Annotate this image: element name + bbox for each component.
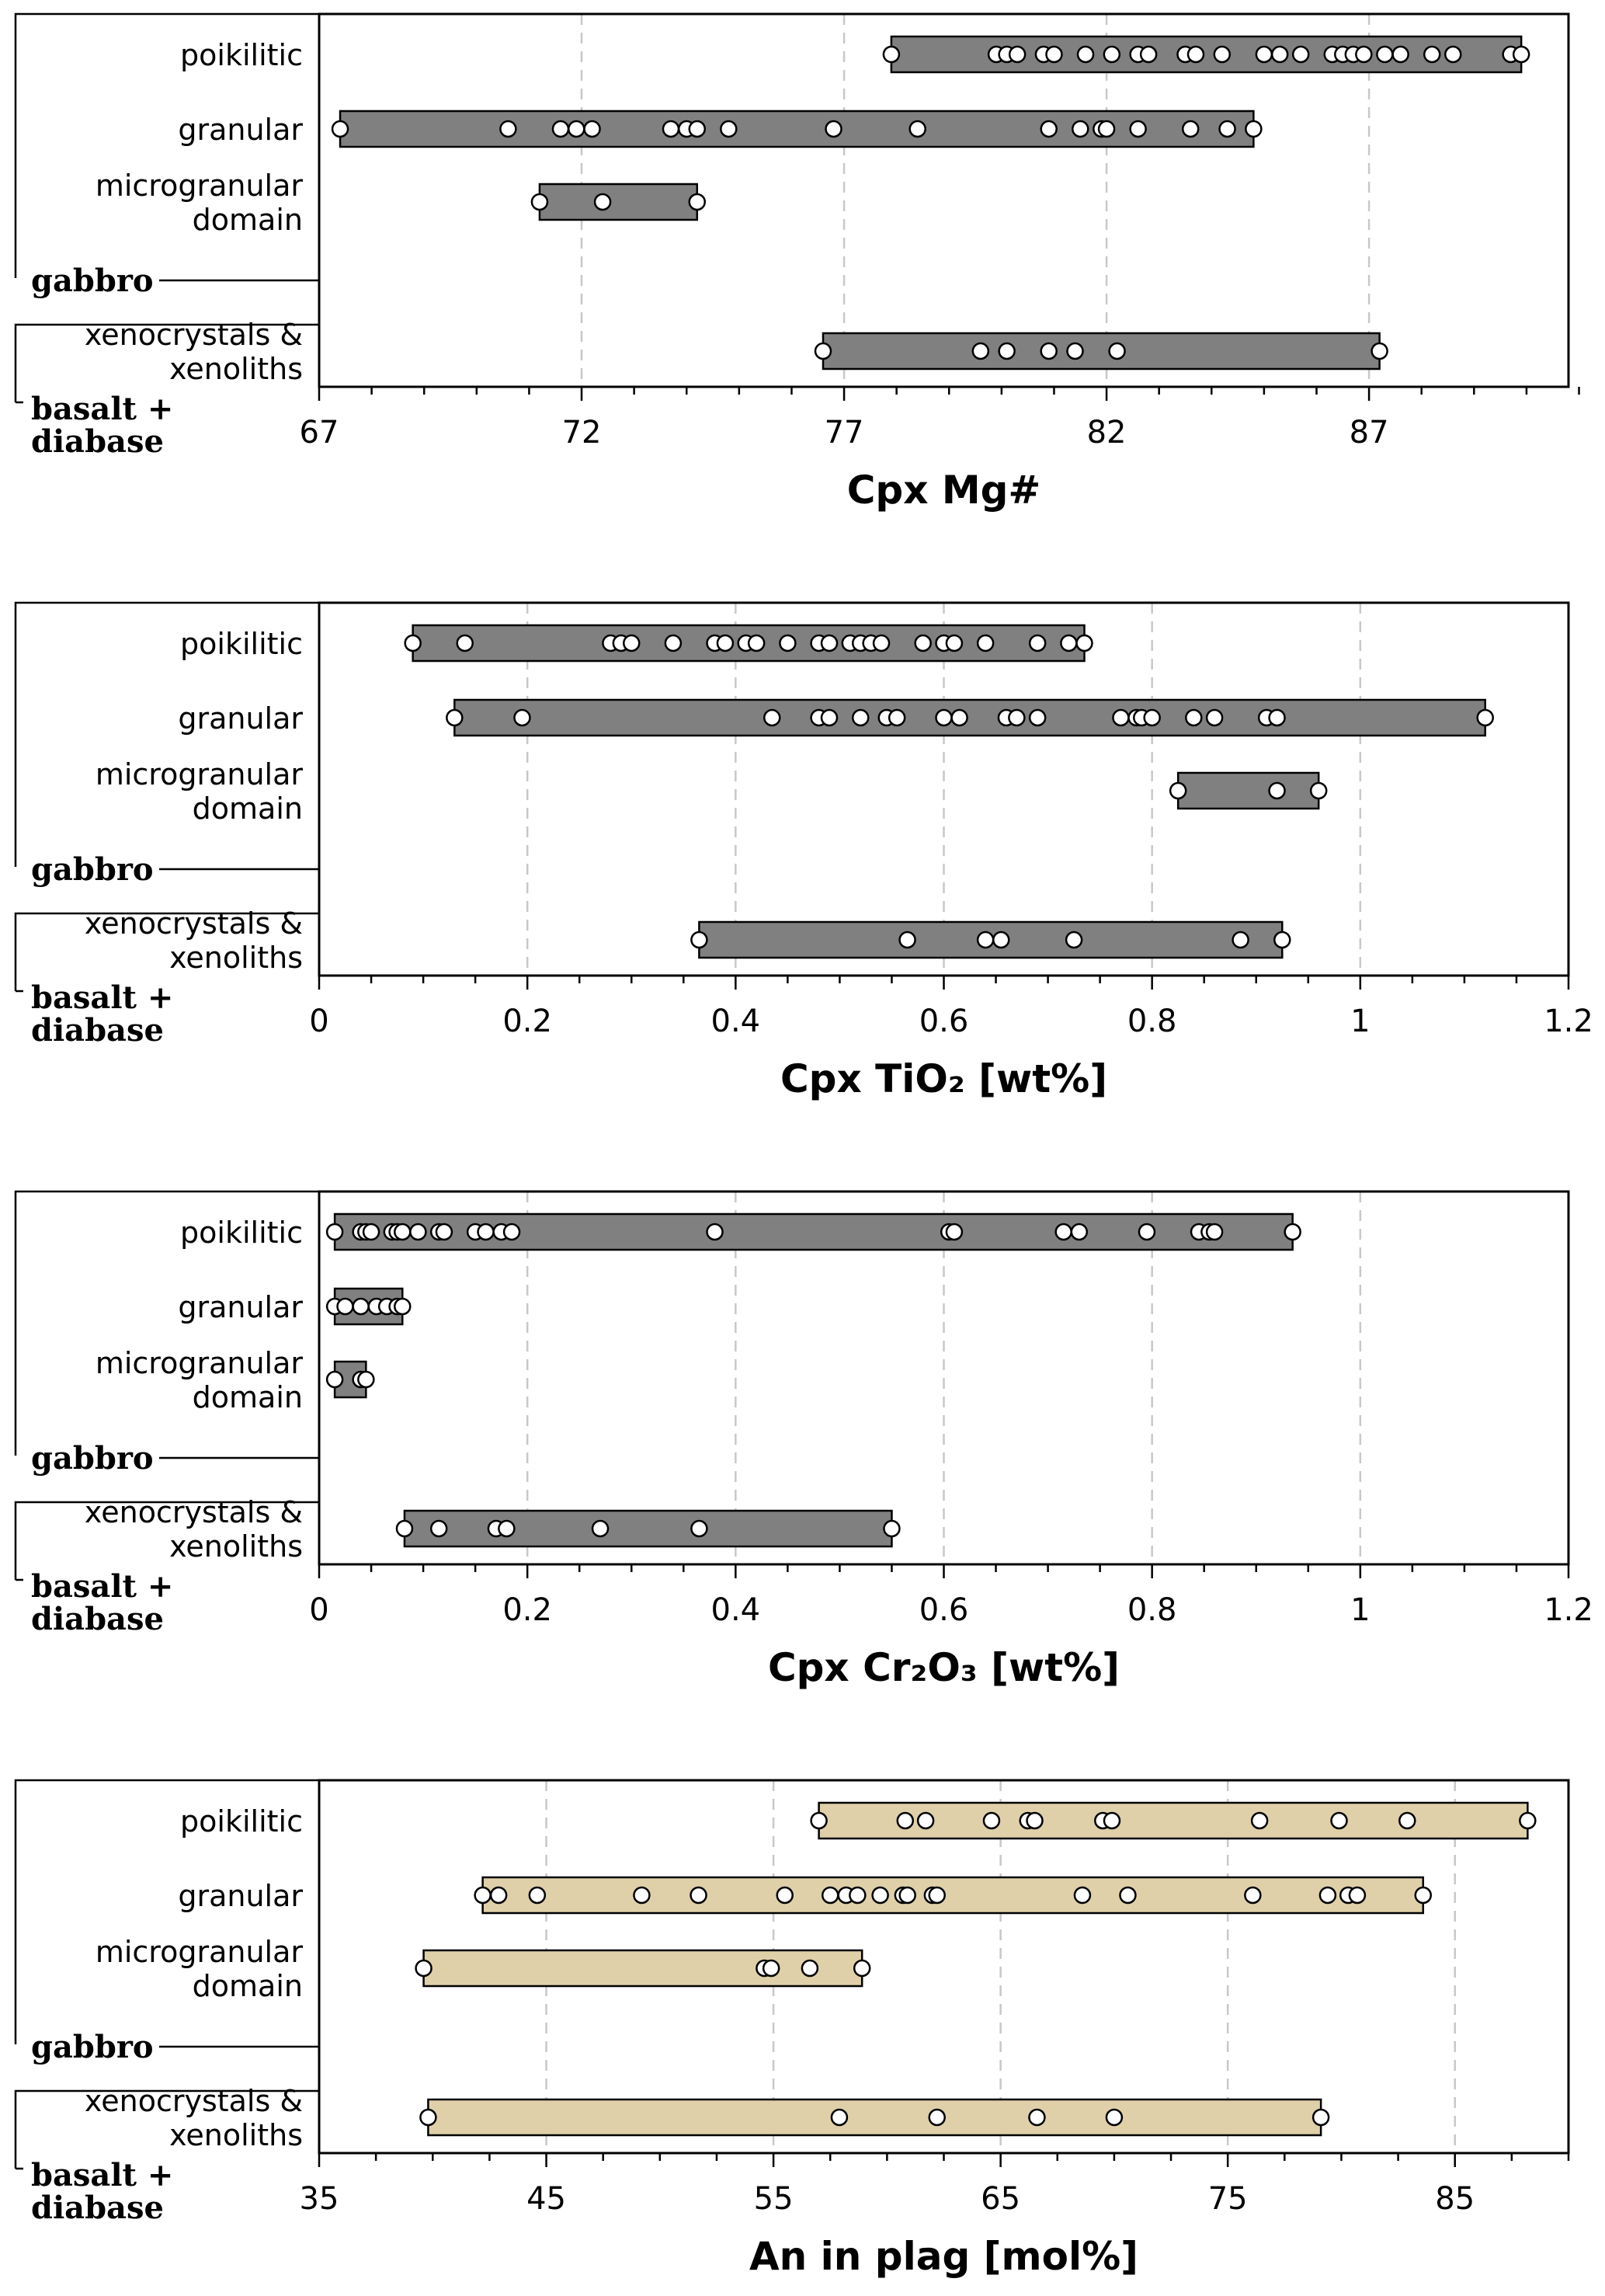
group-label-gabbro xyxy=(31,851,154,888)
data-point xyxy=(1041,343,1057,359)
data-point xyxy=(973,343,988,359)
data-point xyxy=(1245,1887,1260,1903)
category-label-line: xenoliths xyxy=(169,352,303,386)
data-point xyxy=(327,1224,342,1240)
group-label-basalt-diabase-line: basalt + xyxy=(31,391,174,427)
data-point xyxy=(1285,1224,1301,1240)
data-point xyxy=(952,710,968,725)
data-point xyxy=(691,932,707,948)
data-point xyxy=(478,1224,494,1240)
category-label-line: poikilitic xyxy=(180,38,303,72)
group-label-basalt-diabase-line: diabase xyxy=(31,2190,164,2226)
data-point xyxy=(1078,47,1093,62)
category-label-line: xenocrystals & xyxy=(84,1495,303,1529)
group-label-basalt-diabase-line: basalt + xyxy=(31,1568,174,1605)
group-label-basalt-diabase xyxy=(31,2157,173,2226)
category-label xyxy=(178,113,303,147)
data-point xyxy=(1320,1887,1336,1903)
data-point xyxy=(884,1521,899,1536)
data-point xyxy=(1030,635,1045,651)
data-point xyxy=(690,194,705,210)
data-point xyxy=(780,635,795,651)
data-point xyxy=(1099,121,1114,137)
x-tick-label: 85 xyxy=(1435,2181,1475,2217)
row-1 xyxy=(178,1877,1430,1913)
data-point xyxy=(1245,121,1261,137)
category-label-line: microgranular xyxy=(95,1346,303,1380)
data-point xyxy=(1214,47,1230,62)
data-point xyxy=(721,121,736,137)
data-point xyxy=(410,1224,426,1240)
data-point xyxy=(822,710,837,725)
x-tick-label: 1.2 xyxy=(1544,1592,1593,1628)
category-label-line: microgranular xyxy=(95,1935,303,1969)
data-point xyxy=(1139,1224,1155,1240)
category-label xyxy=(178,701,303,736)
row-3 xyxy=(85,906,1290,975)
data-point xyxy=(910,121,926,137)
data-point xyxy=(532,194,547,210)
data-point xyxy=(1207,1224,1222,1240)
data-point xyxy=(1293,47,1308,62)
x-tick-label: 87 xyxy=(1349,415,1389,451)
row-3 xyxy=(85,318,1388,386)
data-point xyxy=(332,121,348,137)
x-tick-label: 65 xyxy=(981,2181,1021,2217)
category-label xyxy=(180,1804,303,1839)
data-point xyxy=(853,710,868,725)
category-label-line: xenoliths xyxy=(169,941,303,975)
x-tick-label: 0.8 xyxy=(1127,1592,1177,1628)
data-point xyxy=(1520,1813,1535,1828)
data-point xyxy=(1270,783,1285,798)
category-label-line: microgranular xyxy=(95,757,303,791)
range-bar xyxy=(340,111,1253,147)
data-point xyxy=(1416,1887,1431,1903)
data-point xyxy=(1106,2110,1122,2125)
category-label xyxy=(178,1879,303,1913)
x-tick-label: 35 xyxy=(299,2181,339,2217)
data-point xyxy=(1110,343,1125,359)
data-point xyxy=(947,1224,962,1240)
data-point xyxy=(585,121,600,137)
data-point xyxy=(811,1813,827,1828)
data-point xyxy=(884,47,899,62)
data-point xyxy=(1274,932,1290,948)
data-point xyxy=(1513,47,1529,62)
x-tick-label: 45 xyxy=(526,2181,566,2217)
data-point xyxy=(624,635,639,651)
data-point xyxy=(394,1299,410,1314)
data-point xyxy=(504,1224,519,1240)
data-point xyxy=(947,635,962,651)
data-point xyxy=(915,635,931,651)
row-3 xyxy=(85,1495,900,1564)
category-label-line: xenocrystals & xyxy=(84,318,303,352)
group-label-basalt-diabase-line: basalt + xyxy=(31,979,174,1016)
x-axis-title: An in plag [mol%] xyxy=(749,2234,1139,2279)
range-bar xyxy=(483,1877,1423,1913)
data-point xyxy=(1272,47,1287,62)
data-point xyxy=(1311,783,1326,798)
data-point xyxy=(634,1887,649,1903)
category-label xyxy=(96,757,304,826)
data-point xyxy=(353,1299,369,1314)
data-point xyxy=(1313,2110,1329,2125)
x-tick-label: 0 xyxy=(309,1004,329,1039)
panel-2 xyxy=(16,603,1593,1101)
data-point xyxy=(717,635,733,651)
x-tick-label: 72 xyxy=(561,415,602,451)
data-point xyxy=(592,1521,608,1536)
category-label-line: domain xyxy=(192,791,303,826)
group-label-basalt-diabase-line: diabase xyxy=(31,1012,164,1049)
data-point xyxy=(1207,710,1222,725)
data-point xyxy=(397,1521,412,1536)
data-point xyxy=(1046,47,1061,62)
data-point xyxy=(420,2110,436,2125)
data-point xyxy=(1030,710,1045,725)
category-label-line: poikilitic xyxy=(180,627,303,661)
data-point xyxy=(1399,1813,1415,1828)
data-point xyxy=(416,1960,432,1976)
data-point xyxy=(993,932,1009,948)
range-bar xyxy=(823,333,1380,369)
data-point xyxy=(500,121,516,137)
x-tick-label: 0 xyxy=(309,1592,329,1628)
data-point xyxy=(1445,47,1461,62)
data-point xyxy=(1350,1887,1365,1903)
category-label xyxy=(180,38,303,72)
data-point xyxy=(1141,47,1156,62)
x-tick-label: 0.8 xyxy=(1127,1004,1177,1039)
data-point xyxy=(1072,1224,1087,1240)
data-point xyxy=(663,121,679,137)
data-point xyxy=(475,1887,491,1903)
data-point xyxy=(822,1887,838,1903)
data-point xyxy=(514,710,530,725)
data-point xyxy=(918,1813,933,1828)
group-label-gabbro-line: gabbro xyxy=(31,2029,154,2065)
data-point xyxy=(832,2110,847,2125)
data-point xyxy=(1056,1224,1072,1240)
data-point xyxy=(691,1887,707,1903)
group-label-gabbro-line: gabbro xyxy=(31,263,154,299)
data-point xyxy=(665,635,681,651)
category-label xyxy=(180,627,303,661)
group-label-basalt-diabase xyxy=(31,1568,173,1637)
data-point xyxy=(900,932,915,948)
x-tick-label: 0.4 xyxy=(710,1592,761,1628)
x-tick-label: 82 xyxy=(1086,415,1127,451)
range-bar xyxy=(428,2099,1321,2135)
data-point xyxy=(394,1224,410,1240)
x-axis-title: Cpx Cr₂O₃ [wt%] xyxy=(767,1645,1120,1690)
group-label-gabbro xyxy=(31,263,154,299)
data-point xyxy=(499,1521,514,1536)
x-tick-label: 1 xyxy=(1350,1592,1371,1628)
x-tick-label: 0.6 xyxy=(919,1004,969,1039)
data-point xyxy=(1393,47,1409,62)
group-label-basalt-diabase-line: diabase xyxy=(31,1601,164,1637)
data-point xyxy=(849,1887,865,1903)
group-label-basalt-diabase-line: diabase xyxy=(31,423,164,460)
category-label-line: xenocrystals & xyxy=(84,2084,303,2118)
data-point xyxy=(1072,121,1088,137)
data-point xyxy=(763,1960,779,1976)
x-tick-label: 1.2 xyxy=(1544,1004,1593,1039)
row-0 xyxy=(180,1214,1301,1250)
data-point xyxy=(984,1813,999,1828)
data-point xyxy=(1424,47,1440,62)
data-point xyxy=(1075,1887,1090,1903)
x-tick-label: 0.4 xyxy=(710,1004,761,1039)
row-0 xyxy=(180,625,1092,661)
group-label-basalt-diabase xyxy=(31,391,173,460)
row-2 xyxy=(96,1346,374,1414)
x-tick-label: 1 xyxy=(1350,1004,1371,1039)
group-label-basalt-diabase-line: basalt + xyxy=(31,2157,174,2193)
data-point xyxy=(1233,932,1249,948)
category-label-line: xenocrystals & xyxy=(84,906,303,941)
group-label-gabbro-line: gabbro xyxy=(31,851,154,888)
data-point xyxy=(363,1224,379,1240)
data-point xyxy=(338,1299,353,1314)
data-point xyxy=(1113,710,1128,725)
x-tick-label: 75 xyxy=(1207,2181,1248,2217)
data-point xyxy=(1356,47,1371,62)
category-label-line: xenoliths xyxy=(169,2118,303,2152)
category-label-line: domain xyxy=(192,1969,303,2003)
data-point xyxy=(431,1521,446,1536)
data-point xyxy=(1186,710,1201,725)
row-1 xyxy=(178,1289,410,1324)
category-label xyxy=(85,1495,303,1564)
data-point xyxy=(1188,47,1204,62)
data-point xyxy=(691,1521,707,1536)
range-bar xyxy=(454,700,1485,736)
row-2 xyxy=(96,1935,870,2003)
data-point xyxy=(1104,1813,1120,1828)
x-tick-label: 0.6 xyxy=(919,1592,969,1628)
row-3 xyxy=(85,2084,1329,2152)
data-point xyxy=(777,1887,793,1903)
data-point xyxy=(1066,932,1082,948)
row-0 xyxy=(180,1803,1535,1839)
data-point xyxy=(1068,343,1083,359)
data-point xyxy=(822,635,837,651)
category-label-line: xenoliths xyxy=(169,1529,303,1564)
x-tick-label: 77 xyxy=(824,415,864,451)
data-point xyxy=(1377,47,1392,62)
data-point xyxy=(327,1372,342,1387)
data-point xyxy=(690,121,705,137)
data-point xyxy=(1120,1887,1135,1903)
range-bar xyxy=(405,1511,892,1546)
data-point xyxy=(999,343,1015,359)
x-tick-label: 55 xyxy=(753,2181,794,2217)
data-point xyxy=(405,635,421,651)
panel-3 xyxy=(16,1191,1593,1690)
data-point xyxy=(1077,635,1093,651)
data-point xyxy=(491,1887,506,1903)
data-point xyxy=(929,1887,945,1903)
x-axis-title: Cpx TiO₂ [wt%] xyxy=(780,1056,1108,1101)
row-1 xyxy=(178,700,1492,736)
data-point xyxy=(568,121,584,137)
data-point xyxy=(1041,121,1057,137)
row-2 xyxy=(96,757,1326,826)
range-bar xyxy=(424,1950,863,1986)
category-label xyxy=(180,1216,303,1250)
data-point xyxy=(1104,47,1120,62)
data-point xyxy=(815,343,831,359)
data-point xyxy=(929,2110,945,2125)
data-point xyxy=(764,710,780,725)
category-label xyxy=(85,906,303,975)
category-label-line: poikilitic xyxy=(180,1804,303,1839)
data-point xyxy=(1478,710,1493,725)
data-point xyxy=(854,1960,870,1976)
x-tick-label: 67 xyxy=(299,415,339,451)
data-point xyxy=(1220,121,1235,137)
category-label-line: domain xyxy=(192,203,303,237)
data-point xyxy=(1252,1813,1267,1828)
data-point xyxy=(802,1960,818,1976)
data-point xyxy=(457,635,473,651)
data-point xyxy=(898,1813,913,1828)
category-label xyxy=(85,318,303,386)
range-bar xyxy=(540,184,697,220)
category-label-line: poikilitic xyxy=(180,1216,303,1250)
row-2 xyxy=(96,169,705,237)
group-label-gabbro xyxy=(31,1440,154,1477)
data-point xyxy=(889,710,905,725)
panel-1 xyxy=(16,14,1579,513)
data-point xyxy=(1009,47,1025,62)
range-bar xyxy=(1178,773,1318,809)
category-label-line: granular xyxy=(178,1879,303,1913)
data-point xyxy=(1183,121,1198,137)
data-point xyxy=(1256,47,1272,62)
category-label xyxy=(96,1935,304,2003)
data-point xyxy=(1131,121,1146,137)
x-tick-label: 0.2 xyxy=(502,1004,552,1039)
data-point xyxy=(826,121,842,137)
group-label-gabbro xyxy=(31,2029,154,2065)
data-point xyxy=(707,1224,723,1240)
data-point xyxy=(530,1887,545,1903)
data-point xyxy=(1029,2110,1044,2125)
data-point xyxy=(1170,783,1186,798)
data-point xyxy=(1332,1813,1347,1828)
panel-4 xyxy=(16,1780,1569,2279)
data-point xyxy=(978,635,993,651)
data-point xyxy=(874,635,889,651)
data-point xyxy=(900,1887,915,1903)
data-point xyxy=(1061,635,1076,651)
data-point xyxy=(436,1224,452,1240)
category-label xyxy=(96,169,304,237)
data-point xyxy=(553,121,568,137)
x-axis-title: Cpx Mg# xyxy=(846,468,1041,513)
row-1 xyxy=(178,111,1261,147)
data-point xyxy=(1270,710,1285,725)
data-point xyxy=(595,194,610,210)
category-label-line: granular xyxy=(178,113,303,147)
group-label-gabbro-line: gabbro xyxy=(31,1440,154,1477)
category-label xyxy=(85,2084,303,2152)
row-0 xyxy=(180,37,1529,72)
category-label xyxy=(178,1290,303,1324)
data-point xyxy=(1145,710,1160,725)
data-point xyxy=(936,710,952,725)
group-label-basalt-diabase xyxy=(31,979,173,1049)
x-tick-label: 0.2 xyxy=(502,1592,552,1628)
data-point xyxy=(978,932,993,948)
category-label-line: domain xyxy=(192,1380,303,1414)
data-point xyxy=(1009,710,1024,725)
category-label-line: granular xyxy=(178,1290,303,1324)
data-point xyxy=(1027,1813,1043,1828)
data-point xyxy=(873,1887,888,1903)
category-label-line: microgranular xyxy=(95,169,303,203)
data-point xyxy=(1372,343,1388,359)
category-label xyxy=(96,1346,304,1414)
category-label-line: granular xyxy=(178,701,303,736)
data-point xyxy=(446,710,462,725)
data-point xyxy=(358,1372,373,1387)
data-point xyxy=(749,635,764,651)
